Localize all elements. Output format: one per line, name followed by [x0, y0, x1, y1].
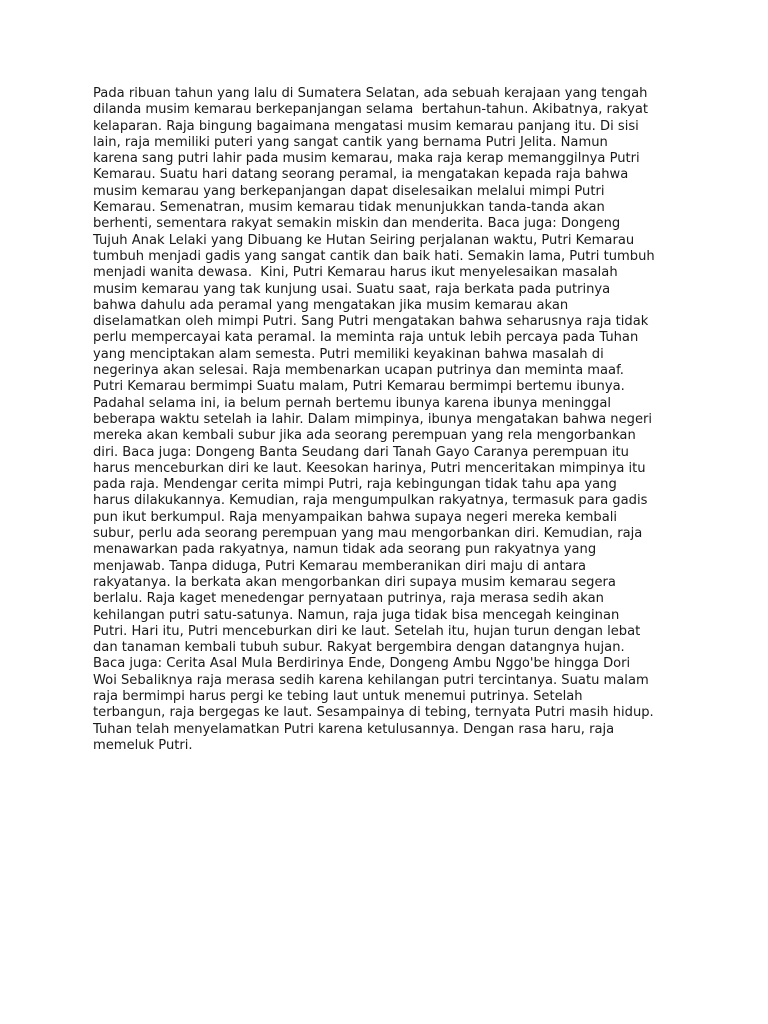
paragraph-line: berlalu. Raja kaget menedengar pernyataan putrinya, raja merasa sedih akan [93, 591, 604, 607]
paragraph-line: karena sang putri lahir pada musim kemarau, maka raja kerap memanggilnya Putri [93, 151, 640, 167]
paragraph-line: kehilangan putri satu-satunya. Namun, raja juga tidak bisa mencegah keinginan [93, 607, 620, 623]
paragraph-line: menjawab. Tanpa diduga, Putri Kemarau memberanikan diri maju di antara [93, 558, 587, 574]
paragraph-line: harus dilakukannya. Kemudian, raja mengumpulkan rakyatnya, termasuk para gadis [93, 493, 648, 509]
paragraph-line: negerinya akan selesai. Raja membenarkan ucapan putrinya dan meminta maaf. [93, 363, 624, 379]
paragraph-line: diri. Baca juga: Dongeng Banta Seudang dari Tanah Gayo Caranya perempuan itu [93, 444, 629, 460]
paragraph-line: musim kemarau yang tak kunjung usai. Suatu saat, raja berkata pada putrinya [93, 281, 611, 297]
paragraph-line: kelaparan. Raja bingung bagaimana mengatasi musim kemarau panjang itu. Di sisi [93, 118, 639, 134]
paragraph-line: raja bermimpi harus pergi ke tebing laut untuk menemui putrinya. Setelah [93, 688, 583, 704]
story-paragraph [93, 86, 693, 754]
paragraph-line: mereka akan kembali subur jika ada seorang perempuan yang rela mengorbankan [93, 428, 636, 444]
paragraph-line: musim kemarau yang berkepanjangan dapat diselesaikan melalui mimpi Putri [93, 183, 605, 199]
paragraph-line: beberapa waktu setelah ia lahir. Dalam mimpinya, ibunya mengatakan bahwa negeri [93, 411, 653, 427]
paragraph-line: rakyatanya. Ia berkata akan mengorbankan diri supaya musim kemarau segera [93, 574, 616, 590]
paragraph-line: Tujuh Anak Lelaki yang Dibuang ke Hutan Seiring perjalanan waktu, Putri Kemarau [93, 232, 635, 248]
paragraph-line: tumbuh menjadi gadis yang sangat cantik dan baik hati. Semakin lama, Putri tumbuh [93, 248, 655, 264]
paragraph-line: berhenti, sementara rakyat semakin miskin dan menderita. Baca juga: Dongeng [93, 216, 621, 232]
paragraph-line: bahwa dahulu ada peramal yang mengatakan jika musim kemarau akan [93, 297, 569, 313]
paragraph-line: Kemarau. Suatu hari datang seorang peramal, ia mengatakan kepada raja bahwa [93, 167, 629, 183]
paragraph-line: harus menceburkan diri ke laut. Keesokan harinya, Putri menceritakan mimpinya itu [93, 460, 646, 476]
paragraph-line: memeluk Putri. [93, 737, 193, 753]
paragraph-line: yang menciptakan alam semesta. Putri memiliki keyakinan bahwa masalah di [93, 346, 604, 362]
paragraph-line: dan tanaman kembali tubuh subur. Rakyat bergembira dengan datangnya hujan. [93, 640, 625, 656]
paragraph-line: Putri. Hari itu, Putri menceburkan diri ke laut. Setelah itu, hujan turun dengan lebat [93, 623, 641, 639]
paragraph-line: Pada ribuan tahun yang lalu di Sumatera Selatan, ada sebuah kerajaan yang tengah [93, 86, 648, 101]
paragraph-line: menjadi wanita dewasa. Kini, Putri Kemarau harus ikut menyelesaikan masalah [93, 265, 618, 281]
paragraph-line: terbangun, raja bergegas ke laut. Sesampainya di tebing, ternyata Putri masih hidup. [93, 705, 654, 721]
paragraph-line: pada raja. Mendengar cerita mimpi Putri, raja kebingungan tidak tahu apa yang [93, 477, 617, 493]
paragraph-line: lain, raja memiliki puteri yang sangat cantik yang bernama Putri Jelita. Namun [93, 134, 608, 150]
paragraph-line: diselamatkan oleh mimpi Putri. Sang Putri mengatakan bahwa seharusnya raja tidak [93, 314, 649, 330]
paragraph-line: perlu mempercayai kata peramal. Ia meminta raja untuk lebih percaya pada Tuhan [93, 330, 639, 346]
paragraph-line: Padahal selama ini, ia belum pernah bertemu ibunya karena ibunya meninggal [93, 395, 611, 411]
paragraph-line: subur, perlu ada seorang perempuan yang mau mengorbankan diri. Kemudian, raja [93, 526, 643, 542]
paragraph-line: pun ikut berkumpul. Raja menyampaikan bahwa supaya negeri mereka kembali [93, 509, 618, 525]
paragraph-line: Tuhan telah menyelamatkan Putri karena ketulusannya. Dengan rasa haru, raja [93, 721, 615, 737]
paragraph-line: menawarkan pada rakyatnya, namun tidak ada seorang pun rakyatnya yang [93, 542, 597, 558]
paragraph-line: Putri Kemarau bermimpi Suatu malam, Putri Kemarau bermimpi bertemu ibunya. [93, 379, 625, 395]
paragraph-line: Woi Sebaliknya raja merasa sedih karena kehilangan putri tercintanya. Suatu malam [93, 672, 649, 688]
paragraph-line: Kemarau. Semenatran, musim kemarau tidak menunjukkan tanda-tanda akan [93, 200, 605, 216]
paragraph-line: dilanda musim kemarau berkepanjangan selama bertahun-tahun. Akibatnya, rakyat [93, 102, 648, 118]
paragraph-line: Baca juga: Cerita Asal Mula Berdirinya Ende, Dongeng Ambu Nggo'be hingga Dori [93, 656, 631, 672]
